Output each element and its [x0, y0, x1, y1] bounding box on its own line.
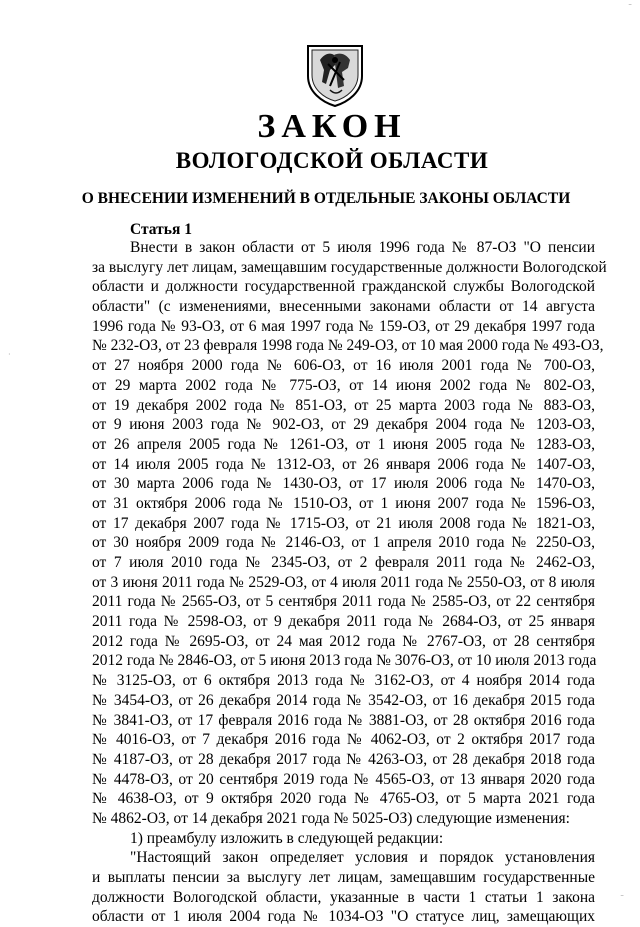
text-line: № 232-ОЗ, от 23 февраля 1998 года № 249-ОЗ, от 10 мая 2000 года № 493-ОЗ, — [92, 337, 604, 355]
text-line: от 30 ноября 2009 года № 2146-ОЗ, от 1 апреля 2010 года № 2250-ОЗ, — [92, 534, 595, 552]
text-line: 1996 года № 93-ОЗ, от 6 мая 1997 года № 159-ОЗ, от 29 декабря 1997 года — [92, 317, 595, 335]
text-line: от 27 ноября 2000 года № 606-ОЗ, от 16 июля 2001 года № 700-ОЗ, — [92, 357, 595, 375]
corner-mark: ⁻ — [628, 2, 632, 10]
law-title: ЗАКОН — [257, 108, 407, 145]
coat-of-arms-icon — [300, 42, 370, 108]
text-line: от 26 апреля 2005 года № 1261-ОЗ, от 1 июня 2005 года № 1283-ОЗ, — [92, 435, 595, 453]
text-line: № 4478-ОЗ, от 20 сентября 2019 года № 4565-ОЗ, от 13 января 2020 года — [92, 770, 595, 788]
text-line: от 19 декабря 2002 года № 851-ОЗ, от 25 марта 2003 года № 883-ОЗ, — [92, 396, 595, 414]
text-line: от 7 июля 2010 года № 2345-ОЗ, от 2 февраля 2011 года № 2462-ОЗ, — [92, 554, 595, 571]
article-body — [92, 238, 607, 927]
text-line: № 4638-ОЗ, от 9 октября 2020 года № 4765-ОЗ, от 5 марта 2021 года — [92, 790, 595, 808]
text-line: № 4016-ОЗ, от 7 декабря 2016 года № 4062-ОЗ, от 2 октября 2017 года — [92, 731, 595, 749]
text-line: № 4862-ОЗ, от 14 декабря 2021 года № 5025-ОЗ) следующие изменения: — [92, 809, 570, 827]
text-line: за выслугу лет лицам, замещавшим государственные должности Вологодской — [92, 258, 607, 276]
text-line: области" (с изменениями, внесенными законами области от 14 августа — [92, 298, 595, 316]
text-line: № 4187-ОЗ, от 28 декабря 2017 года № 4263-ОЗ, от 28 декабря 2018 года — [92, 750, 595, 768]
text-line: должности Вологодской области, указанные в части 1 статьи 1 закона — [92, 888, 595, 906]
law-subject: О ВНЕСЕНИИ ИЗМЕНЕНИЙ В ОТДЕЛЬНЫЕ ЗАКОНЫ ОБЛАСТИ — [81, 190, 571, 207]
text-line: от 30 марта 2006 года № 1430-ОЗ, от 17 июля 2006 года № 1470-ОЗ, — [92, 475, 595, 493]
text-line: от 9 июня 2003 года № 902-ОЗ, от 29 декабря 2004 года № 1203-ОЗ, — [92, 416, 595, 434]
margin-mark: · — [8, 350, 11, 359]
text-line: области и должности государственной гражданской службы Вологодской — [92, 278, 595, 296]
text-line: от 31 октября 2006 года № 1510-ОЗ, от 1 июня 2007 года № 1596-ОЗ, — [92, 494, 595, 512]
corner-mark: ⁻ — [620, 893, 624, 901]
text-line: 1) преамбулу изложить в следующей редакции: — [130, 829, 444, 847]
text-line: № 3841-ОЗ, от 17 февраля 2016 года № 3881-ОЗ, от 28 октября 2016 года — [92, 711, 595, 729]
text-line: 2011 года № 2565-ОЗ, от 5 сентября 2011 года № 2585-ОЗ, от 22 сентября — [92, 593, 595, 611]
text-line: 2011 года № 2598-ОЗ, от 9 декабря 2011 года № 2684-ОЗ, от 25 января — [92, 613, 595, 631]
text-line: и выплаты пенсии за выслугу лет лицам, замещавшим государственные — [92, 869, 595, 886]
article-heading: Статья 1 — [130, 221, 192, 238]
region-title: ВОЛОГОДСКОЙ ОБЛАСТИ — [175, 148, 489, 173]
text-line: № 3454-ОЗ, от 26 декабря 2014 года № 3542-ОЗ, от 16 декабря 2015 года — [92, 691, 595, 709]
text-line: от 29 марта 2002 года № 775-ОЗ, от 14 июня 2002 года № 802-ОЗ, — [92, 376, 595, 394]
text-line: № 3125-ОЗ, от 6 октября 2013 года № 3162-ОЗ, от 4 ноября 2014 года — [92, 672, 595, 690]
text-line: от 17 декабря 2007 года № 1715-ОЗ, от 21 июля 2008 года № 1821-ОЗ, — [92, 514, 595, 532]
text-line: Внести в закон области от 5 июля 1996 года № 87-ОЗ "О пенсии — [130, 239, 595, 256]
text-line: "Настоящий закон определяет условия и порядок установления — [130, 849, 595, 867]
text-line: 2012 года № 2695-ОЗ, от 24 мая 2012 года № 2767-ОЗ, от 28 сентября — [92, 632, 595, 650]
text-line: от 14 июля 2005 года № 1312-ОЗ, от 26 января 2006 года № 1407-ОЗ, — [92, 455, 595, 473]
text-line: 2012 года № 2846-ОЗ, от 5 июня 2013 года № 3076-ОЗ, от 10 июля 2013 года — [92, 652, 597, 670]
text-line: области от 1 июля 2004 года № 1034-ОЗ "О статусе лиц, замещающих — [92, 908, 595, 926]
text-line: от 3 июня 2011 года № 2529-ОЗ, от 4 июля 2011 года № 2550-ОЗ, от 8 июля — [92, 573, 595, 591]
